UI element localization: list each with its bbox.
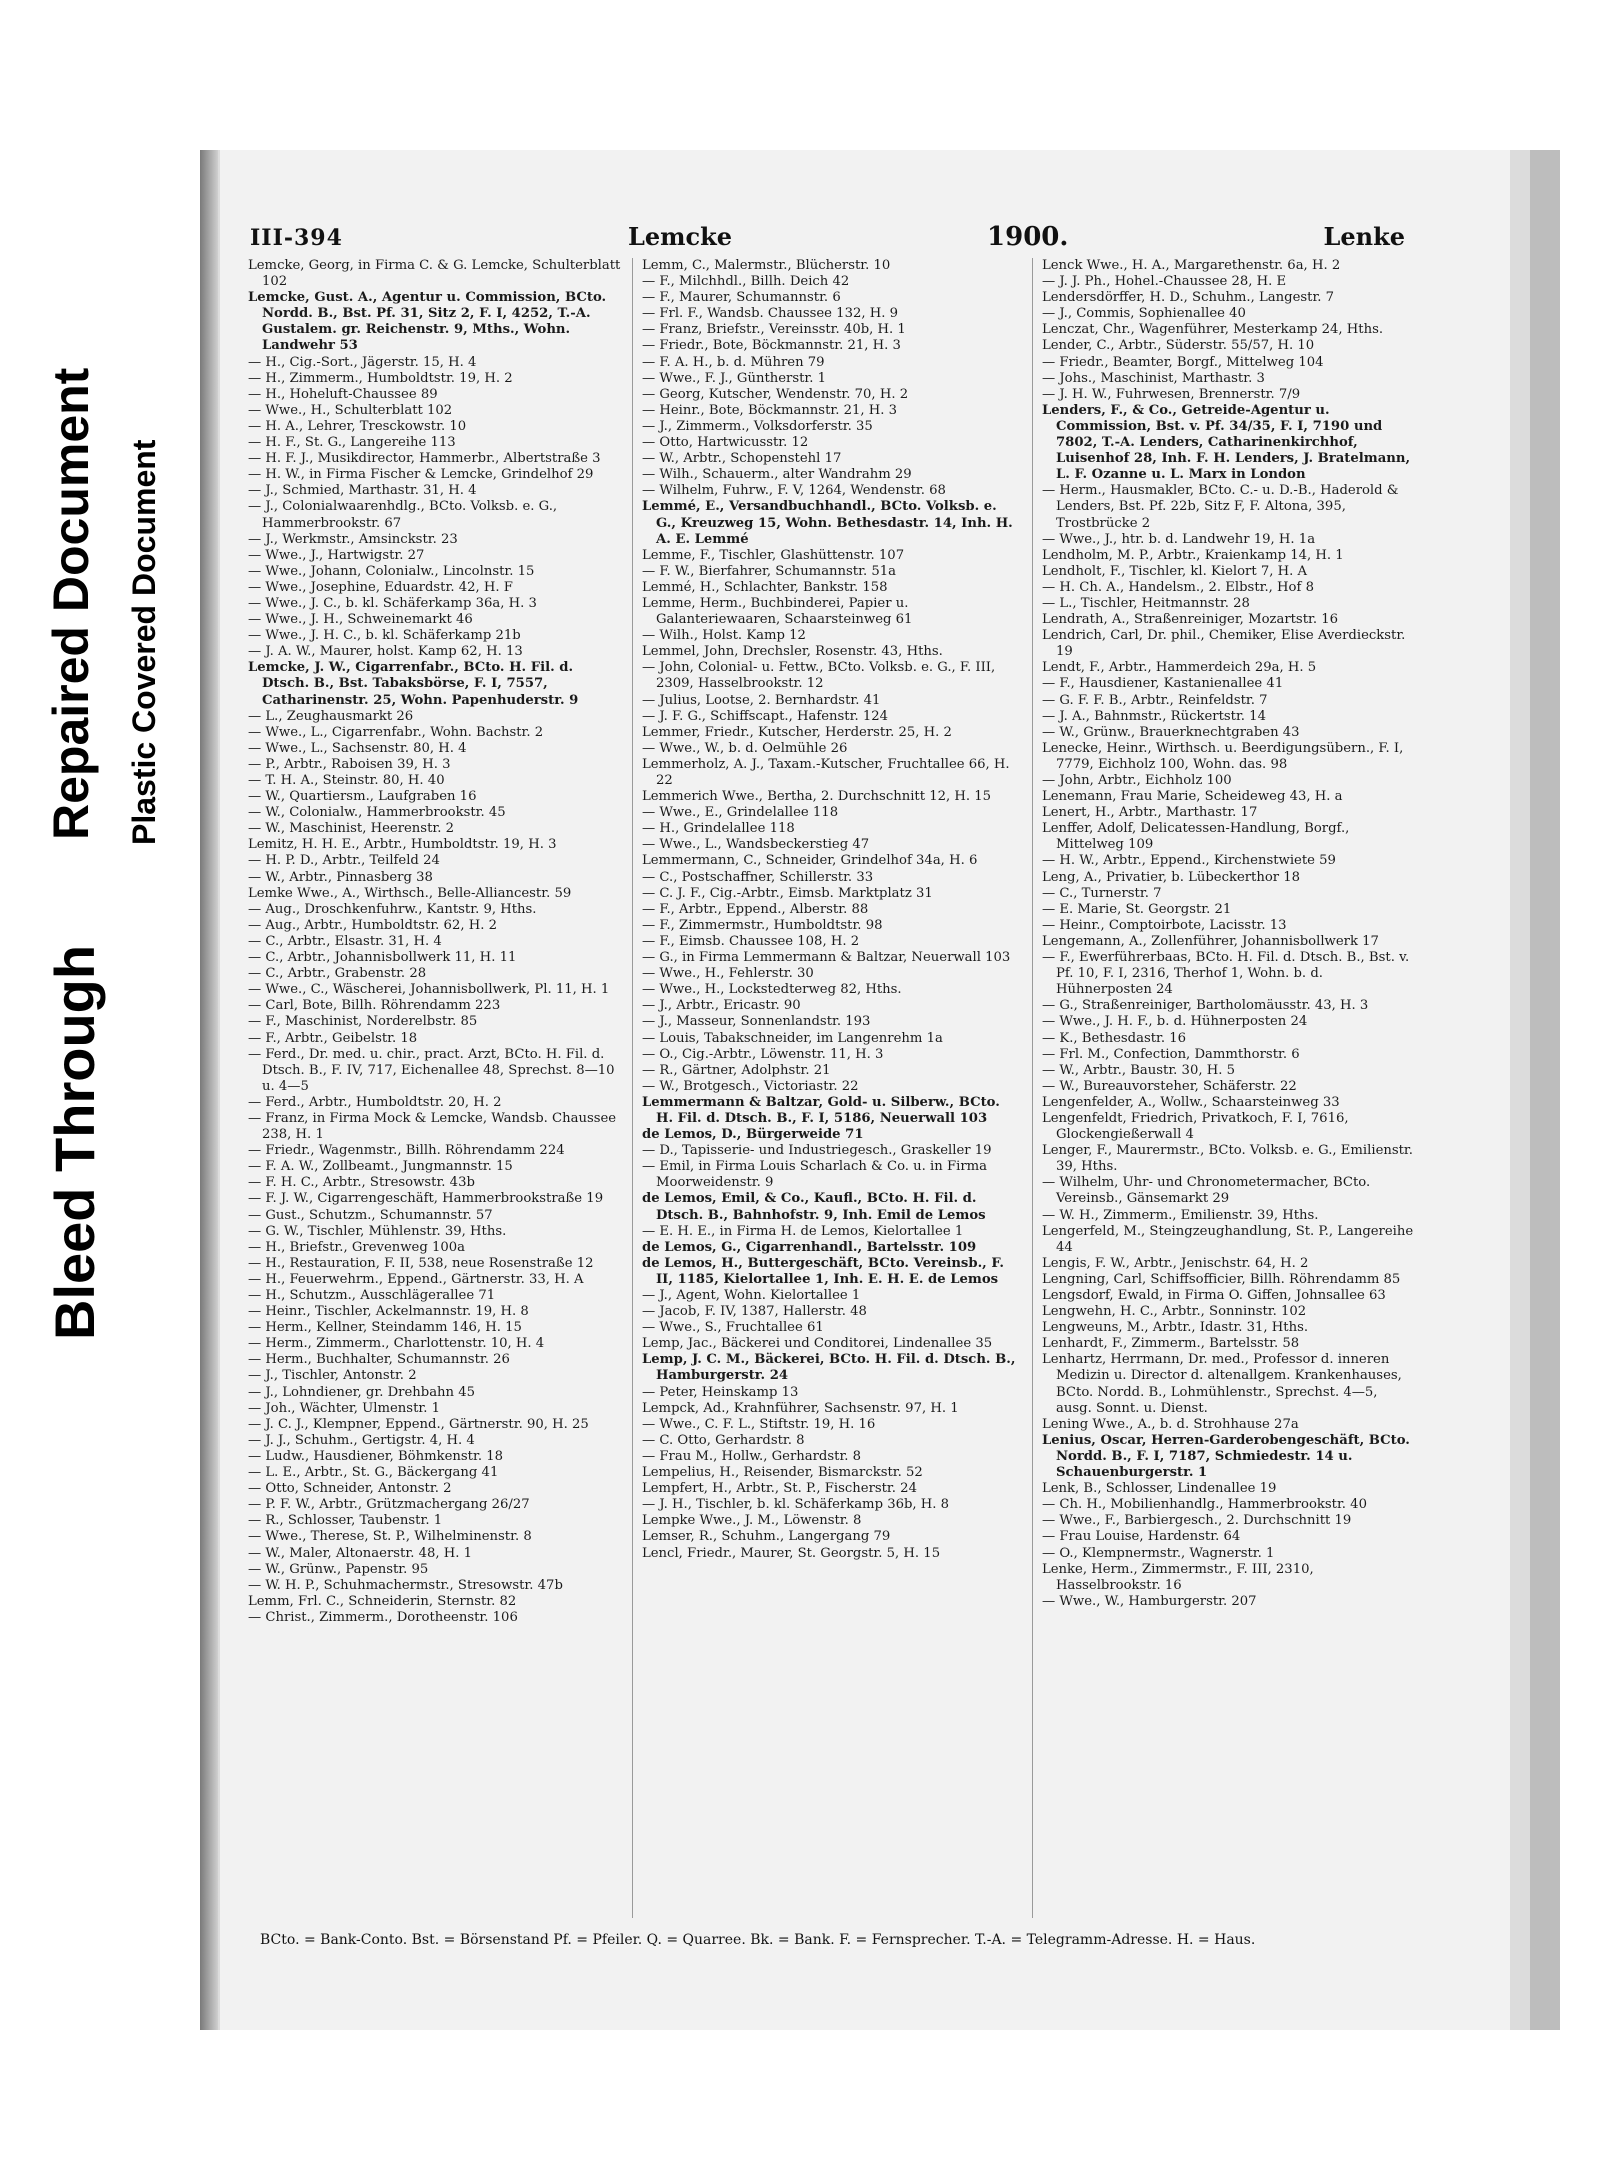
directory-entry: — L. E., Arbtr., St. G., Bäckergang 41 — [248, 1465, 499, 1481]
directory-entry: — W., Quartiersm., Laufgraben 16 — [248, 789, 477, 805]
directory-entry: Lemp, J. C. M., Bäckerei, BCto. H. Fil. d. Dtsch. B., Hamburgerstr. 24 — [642, 1352, 1016, 1384]
directory-entry: Lemme, F., Tischler, Glashüttenstr. 107 — [642, 547, 905, 563]
directory-entry: Lengenfelder, A., Wollw., Schaarsteinweg 33 — [1042, 1094, 1340, 1110]
directory-entry: — H. Ch. A., Handelsm., 2. Elbstr., Hof 8 — [1042, 579, 1314, 595]
directory-entry: — Wilhelm, Uhr- und Chronometermacher, BCto. Vereinsb., Gänsemarkt 29 — [1042, 1175, 1371, 1207]
directory-entry: — C. J. F., Cig.-Arbtr., Eimsb. Marktplatz 31 — [642, 885, 933, 901]
directory-entry: Lemcke, Gust. A., Agentur u. Commission, BCto. Nordd. B., Bst. Pf. 31, Sitz 2, F. I, 4252, T.-A. Gustalem. gr. Reichenstr. 9, Mths., Wohn. Landwehr 53 — [248, 290, 607, 354]
directory-entry: de Lemos, H., Buttergeschäft, BCto. Vereinsb., F. II, 1185, Kielortallee 1, Inh. E. H. E. de Lemos — [642, 1255, 1004, 1287]
directory-entry: — E. H. E., in Firma H. de Lemos, Kielortallee 1 — [642, 1223, 964, 1239]
directory-entry: — Wwe., Josephine, Eduardstr. 42, H. F — [248, 579, 513, 595]
directory-entry: Lemmé, H., Schlachter, Bankstr. 158 — [642, 579, 888, 595]
directory-entry: — L., Zeughausmarkt 26 — [248, 708, 414, 724]
directory-entry: Lemser, R., Schuhm., Langergang 79 — [642, 1529, 891, 1545]
directory-entry: — Franz, Briefstr., Vereinsstr. 40b, H. 1 — [642, 322, 906, 338]
directory-entry: — F. W., Bierfahrer, Schumannstr. 51a — [642, 563, 896, 579]
directory-entry: — H. F., St. G., Langereihe 113 — [248, 435, 456, 451]
directory-entry: Lendholm, M. P., Arbtr., Kraienkamp 14, H. 1 — [1042, 547, 1344, 563]
directory-entry: — F. A. H., b. d. Mühren 79 — [642, 354, 825, 370]
directory-entry: — Peter, Heinskamp 13 — [642, 1384, 799, 1400]
directory-entry: Lengis, F. W., Arbtr., Jenischstr. 64, H. 2 — [1042, 1255, 1309, 1271]
directory-entry: — Heinr., Bote, Böckmannstr. 21, H. 3 — [642, 402, 898, 418]
repaired-document-label: Repaired Document — [43, 367, 99, 840]
directory-entry: — Wwe., W., b. d. Oelmühle 26 — [642, 740, 848, 756]
directory-entry: — F. J. W., Cigarrengeschäft, Hammerbrookstraße 19 — [248, 1191, 604, 1207]
directory-entry: — C. Otto, Gerhardstr. 8 — [642, 1432, 805, 1448]
directory-entry: — W. H. P., Schuhmachermstr., Stresowstr. 47b — [248, 1577, 563, 1593]
directory-entry: — Ferd., Dr. med. u. chir., pract. Arzt, BCto. H. Fil. d. Dtsch. B., F. IV, 717, Eichenallee 48, Sprechst. 8—10 u. 4—5 — [248, 1046, 615, 1094]
directory-entry: — J., Werkmstr., Amsinckstr. 23 — [248, 531, 458, 547]
directory-entry: Lendt, F., Arbtr., Hammerdeich 29a, H. 5 — [1042, 660, 1317, 676]
directory-entry: — F., Ewerführerbaas, BCto. H. Fil. d. Dtsch. B., Bst. v. Pf. 10, F. I, 2316, Therhof 1, Wohn. b. d. Hühnerposten 24 — [1042, 950, 1410, 998]
directory-entry: — W., Colonialw., Hammerbrookstr. 45 — [248, 805, 506, 821]
directory-entry: de Lemos, G., Cigarrenhandl., Bartelsstr. 109 — [642, 1239, 977, 1255]
directory-entry: — J. H. W., Fuhrwesen, Brennerstr. 7/9 — [1042, 386, 1301, 402]
directory-entry: — Wwe., J. H., Schweinemarkt 46 — [248, 612, 473, 628]
directory-entry: — Jacob, F. IV, 1387, Hallerstr. 48 — [642, 1304, 867, 1320]
directory-entry: — J. H., Tischler, b. kl. Schäferkamp 36b, H. 8 — [642, 1497, 950, 1513]
directory-entry: — J. J. Ph., Hohel.-Chaussee 28, H. E — [1042, 274, 1287, 290]
directory-entry: de Lemos, Emil, & Co., Kaufl., BCto. H. Fil. d. Dtsch. B., Bahnhofstr. 9, Inh. Emil de Lemos — [642, 1191, 986, 1223]
directory-entry: Lenger, F., Maurermstr., BCto. Volksb. e. G., Emilienstr. 39, Hths. — [1042, 1143, 1413, 1175]
directory-entry: — F. A. W., Zollbeamt., Jungmannstr. 15 — [248, 1159, 513, 1175]
directory-entry: Lemmerich Wwe., Bertha, 2. Durchschnitt 12, H. 15 — [642, 789, 992, 805]
directory-entry: Lemme, Herm., Buchbinderei, Papier u. Galanteriewaaren, Schaarsteinweg 61 — [642, 595, 913, 628]
directory-entry: Lemcke, Georg, in Firma C. & G. Lemcke, Schulterblatt 102 — [248, 258, 621, 290]
directory-entry: — Emil, in Firma Louis Scharlach & Co. u. in Firma Moorweidenstr. 9 — [642, 1159, 987, 1191]
directory-entry: — Wwe., J. H. F., b. d. Hühnerposten 24 — [1042, 1014, 1308, 1030]
directory-entry: — J., Agent, Wohn. Kielortallee 1 — [642, 1288, 861, 1303]
directory-entry: Lenders, F., & Co., Getreide-Agentur u. Commission, Bst. v. Pf. 34/35, F. I, 7190 und 7802, T.-A. Lenders, Catharinenkirchhof, Luisenhof 28, Inh. F. H. Lenders, J. Bratelmann, L. F. Ozanne u. L. Marx in London — [1042, 402, 1411, 483]
directory-entry: Lemmel, John, Drechsler, Rosenstr. 43, Hths. — [642, 644, 943, 660]
bleed-through-label: Bleed Through — [43, 944, 106, 1340]
directory-entry: Lendersdörffer, H. D., Schuhm., Langestr. 7 — [1042, 290, 1335, 306]
directory-entry: — John, Arbtr., Eichholz 100 — [1042, 773, 1232, 788]
directory-entry: — Friedr., Bote, Böckmannstr. 21, H. 3 — [642, 338, 901, 354]
directory-entry: Lenhardt, F., Zimmerm., Bartelsstr. 58 — [1042, 1336, 1300, 1352]
directory-entry: — Wwe., L., Sachsenstr. 80, H. 4 — [248, 740, 467, 756]
directory-entry: — J., Schmied, Marthastr. 31, H. 4 — [248, 483, 477, 499]
directory-entry: — Friedr., Beamter, Borgf., Mittelweg 104 — [1042, 354, 1324, 370]
directory-entry: Lemmer, Friedr., Kutscher, Herderstr. 25, H. 2 — [642, 724, 952, 740]
directory-entry: — W., Maschinist, Heerenstr. 2 — [248, 821, 454, 837]
directory-entry: Lenhartz, Herrmann, Dr. med., Professor d. inneren Medizin u. Director d. altenallgem. Krankenhauses, BCto. Nordd. B., Lohmühlenstr., Sprechst. 4—5, ausg. Sonnt. u. Dienst. — [1042, 1352, 1402, 1416]
directory-entry: — John, Colonial- u. Fettw., BCto. Volksb. e. G., F. III, 2309, Hasselbrookstr. 12 — [642, 660, 996, 692]
directory-entry: — Gust., Schutzm., Schumannstr. 57 — [248, 1207, 493, 1223]
directory-entry: — P., Arbtr., Raboisen 39, H. 3 — [248, 756, 451, 772]
directory-entry: — F., Arbtr., Eppend., Alberstr. 88 — [642, 901, 869, 917]
directory-entry: Lempfert, H., Arbtr., St. P., Fischerstr. 24 — [642, 1481, 917, 1497]
page-header — [250, 222, 1495, 256]
directory-entry: Lencl, Friedr., Maurer, St. Georgstr. 5, H. 15 — [642, 1545, 941, 1561]
directory-entry: — K., Bethesdastr. 16 — [1042, 1030, 1187, 1046]
directory-entry: Lemp, Jac., Bäckerei und Conditorei, Lindenallee 35 — [642, 1336, 993, 1352]
abbreviation-legend: BCto. = Bank-Conto. Bst. = Börsenstand Pf. = Pfeiler. Q. = Quarree. Bk. = Bank. F. = Fernsprecher. T.-A. = Telegramm-Adresse. H. = Haus. — [260, 1932, 1256, 1948]
directory-entry: — G. F. F. B., Arbtr., Reinfeldstr. 7 — [1042, 692, 1268, 708]
directory-entry: — E. Marie, St. Georgstr. 21 — [1042, 901, 1232, 917]
directory-entry: — H., Feuerwehrm., Eppend., Gärtnerstr. 33, H. A — [248, 1271, 584, 1287]
directory-entry: — Joh., Wächter, Ulmenstr. 1 — [248, 1400, 440, 1416]
directory-entry: — Friedr., Wagenmstr., Billh. Röhrendamm 224 — [248, 1143, 565, 1159]
directory-entry: Lenffer, Adolf, Delicatessen-Handlung, Borgf., Mittelweg 109 — [1042, 821, 1350, 853]
directory-entry: — J. A. W., Maurer, holst. Kamp 62, H. 13 — [248, 644, 523, 660]
directory-entry: — W., Arbtr., Schopenstehl 17 — [642, 451, 842, 467]
directory-entry: — H., Cig.-Sort., Jägerstr. 15, H. 4 — [248, 354, 477, 370]
directory-entry: — Wwe., C. F. L., Stiftstr. 19, H. 16 — [642, 1416, 876, 1432]
directory-entry: — F., Zimmermstr., Humboldtstr. 98 — [642, 917, 883, 933]
directory-entry: — J., Colonialwaarenhdlg., BCto. Volksb. e. G., Hammerbrookstr. 67 — [248, 499, 558, 531]
page-number: III-394 — [250, 225, 343, 251]
directory-entry: Leng, A., Privatier, b. Lübeckerthor 18 — [1042, 869, 1301, 885]
directory-entry: — H. W., in Firma Fischer & Lemcke, Grindelhof 29 — [248, 467, 594, 483]
directory-entry: Lengweuns, M., Arbtr., Idastr. 31, Hths. — [1042, 1320, 1309, 1336]
directory-entry: — H., Hoheluft-Chaussee 89 — [248, 386, 438, 402]
directory-entry: Lenczat, Chr., Wagenführer, Mesterkamp 24, Hths. — [1042, 322, 1384, 338]
directory-entry: — Franz, in Firma Mock & Lemcke, Wandsb. Chaussee 238, H. 1 — [248, 1110, 617, 1143]
directory-entry: Lengerfeld, M., Steingzeughandlung, St. P., Langereihe 44 — [1042, 1223, 1414, 1255]
directory-column-2 — [642, 258, 1016, 1918]
directory-entry: — C., Arbtr., Grabenstr. 28 — [248, 966, 427, 982]
directory-entry: — F., Arbtr., Geibelstr. 18 — [248, 1030, 418, 1046]
directory-entry: — F., Maschinist, Norderelbstr. 85 — [248, 1014, 478, 1030]
directory-entry: — Wwe., J. H. C., b. kl. Schäferkamp 21b — [248, 628, 521, 644]
directory-entry: — Wwe., J., htr. b. d. Landwehr 19, H. 1a — [1042, 531, 1316, 547]
directory-entry: — R., Gärtner, Adolphstr. 21 — [642, 1062, 831, 1078]
directory-entry: — C., Postschaffner, Schillerstr. 33 — [642, 869, 874, 885]
directory-entry: — Frau Louise, Hardenstr. 64 — [1042, 1529, 1241, 1545]
directory-entry: — Wilh., Schauerm., alter Wandrahm 29 — [642, 467, 912, 483]
directory-entry: Lenke, Herm., Zimmermstr., F. III, 2310, Hasselbrookstr. 16 — [1042, 1561, 1314, 1593]
directory-entry: — Frl. F., Wandsb. Chaussee 132, H. 9 — [642, 306, 899, 322]
directory-entry: — Herm., Buchhalter, Schumannstr. 26 — [248, 1352, 510, 1368]
directory-entry: Lenemann, Frau Marie, Scheideweg 43, H. a — [1042, 789, 1343, 805]
directory-entry: — Wwe., L., Wandsbeckerstieg 47 — [642, 837, 870, 853]
directory-entry: Lemmermann, C., Schneider, Grindelhof 34a, H. 6 — [642, 853, 978, 869]
directory-entry: — D., Tapisserie- und Industriegesch., Graskeller 19 — [642, 1143, 992, 1159]
directory-entry: — Wwe., F. J., Güntherstr. 1 — [642, 370, 827, 386]
directory-entry: — H., Schutzm., Ausschlägerallee 71 — [248, 1288, 496, 1303]
directory-entry: — Otto, Hartwicusstr. 12 — [642, 435, 809, 451]
directory-entry: — W., Bureauvorsteher, Schäferstr. 22 — [1042, 1078, 1297, 1094]
directory-entry: — Wwe., W., Hamburgerstr. 207 — [1042, 1593, 1257, 1609]
directory-entry: — W., Arbtr., Baustr. 30, H. 5 — [1042, 1062, 1235, 1078]
directory-entry: — F., Eimsb. Chaussee 108, H. 2 — [642, 933, 860, 949]
directory-entry: Lemcke, J. W., Cigarrenfabr., BCto. H. Fil. d. Dtsch. B., Bst. Tabaksbörse, F. I, 7557, Catharinenstr. 25, Wohn. Papenhuderstr. 9 — [248, 660, 579, 708]
directory-entry: — Carl, Bote, Billh. Röhrendamm 223 — [248, 998, 501, 1014]
directory-entry: — F. H. C., Arbtr., Stresowstr. 43b — [248, 1175, 475, 1191]
directory-entry: — Frl. M., Confection, Dammthorstr. 6 — [1042, 1046, 1300, 1062]
directory-entry: — W., Arbtr., Pinnasberg 38 — [248, 869, 433, 885]
directory-entry: — H., Restauration, F. II, 538, neue Rosenstraße 12 — [248, 1255, 594, 1271]
directory-entry: — Frau M., Hollw., Gerhardstr. 8 — [642, 1448, 862, 1464]
directory-entry: — J., Commis, Sophienallee 40 — [1042, 306, 1246, 322]
directory-entry: — J. J., Schuhm., Gertigstr. 4, H. 4 — [248, 1432, 475, 1448]
directory-entry: — Wilh., Holst. Kamp 12 — [642, 628, 806, 644]
directory-entry: Lengenfeldt, Friedrich, Privatkoch, F. I, 7616, Glockengießerwall 4 — [1042, 1110, 1349, 1143]
page-year: 1900. — [987, 222, 1069, 252]
directory-entry: — Aug., Droschkenfuhrw., Kantstr. 9, Hths. — [248, 901, 537, 917]
plastic-covered-label: Plastic Covered Document — [126, 439, 162, 845]
directory-entry: — Wwe., L., Cigarrenfabr., Wohn. Bachstr. 2 — [248, 724, 544, 740]
directory-entry: — Georg, Kutscher, Wendenstr. 70, H. 2 — [642, 386, 909, 402]
directory-entry: — Herm., Zimmerm., Charlottenstr. 10, H. 4 — [248, 1336, 545, 1352]
directory-entry: — G. W., Tischler, Mühlenstr. 39, Hths. — [248, 1223, 507, 1239]
directory-entry: — H. P. D., Arbtr., Teilfeld 24 — [248, 853, 440, 869]
directory-entry: — H., Zimmerm., Humboldtstr. 19, H. 2 — [248, 370, 513, 386]
page-backing-strip — [1530, 150, 1560, 2030]
directory-entry: — J. A., Bahnmstr., Rückertstr. 14 — [1042, 708, 1266, 724]
column-divider — [1032, 258, 1033, 1918]
directory-entry: Lenk, B., Schlosser, Lindenallee 19 — [1042, 1481, 1277, 1497]
directory-entry: — W. H., Zimmerm., Emilienstr. 39, Hths. — [1042, 1207, 1319, 1223]
directory-entry: Lenius, Oscar, Herren-Garderobengeschäft, BCto. Nordd. B., F. I, 7187, Schmiedestr. 14 u. Schauenburgerstr. 1 — [1042, 1432, 1410, 1481]
directory-entry: Lemm, C., Malermstr., Blücherstr. 10 — [642, 258, 891, 273]
directory-entry: — J., Lohndiener, gr. Drehbahn 45 — [248, 1384, 476, 1400]
directory-entry: — O., Klempnermstr., Wagnerstr. 1 — [1042, 1545, 1275, 1561]
directory-entry: Lemmermann & Baltzar, Gold- u. Silberw., BCto. H. Fil. d. Dtsch. B., F. I, 5186, Neuerwall 103 — [642, 1094, 1000, 1126]
directory-entry: — H. A., Lehrer, Tresckowstr. 10 — [248, 418, 467, 434]
directory-entry: — W., Maler, Altonaerstr. 48, H. 1 — [248, 1545, 473, 1561]
directory-entry: — H., Briefstr., Grevenweg 100a — [248, 1239, 465, 1255]
directory-entry: — Wwe., H., Lockstedterweg 82, Hths. — [642, 982, 902, 998]
directory-entry: — P. F. W., Arbtr., Grützmachergang 26/27 — [248, 1497, 530, 1513]
directory-entry: — Ludw., Hausdiener, Böhmkenstr. 18 — [248, 1448, 503, 1464]
directory-entry: — Wilhelm, Fuhrw., F. V, 1264, Wendenstr. 68 — [642, 483, 946, 499]
directory-entry: Lengemann, A., Zollenführer, Johannisbollwerk 17 — [1042, 933, 1379, 949]
directory-entry: — Wwe., F., Barbiergesch., 2. Durchschnitt 19 — [1042, 1513, 1352, 1529]
directory-entry: — W., Grünw., Brauerknechtgraben 43 — [1042, 724, 1300, 740]
directory-entry: — Herm., Kellner, Steindamm 146, H. 15 — [248, 1320, 522, 1336]
directory-entry: — Wwe., S., Fruchtallee 61 — [642, 1320, 824, 1336]
directory-entry: — L., Tischler, Heitmannstr. 28 — [1042, 595, 1250, 611]
directory-entry: Lemmerholz, A. J., Taxam.-Kutscher, Fruchtallee 66, H. 22 — [642, 756, 1010, 788]
directory-column-3 — [1042, 258, 1416, 1918]
directory-entry: — F., Milchhdl., Billh. Deich 42 — [642, 274, 850, 290]
directory-entry: — Louis, Tabakschneider, im Langenrehm 1a — [642, 1030, 943, 1046]
directory-entry: — H., Grindelallee 118 — [642, 821, 795, 837]
directory-entry: — Wwe., J., Hartwigstr. 27 — [248, 547, 425, 563]
directory-entry: — Aug., Arbtr., Humboldtstr. 62, H. 2 — [248, 917, 497, 933]
directory-entry: — Christ., Zimmerm., Dorotheenstr. 106 — [248, 1609, 518, 1625]
directory-entry: — O., Cig.-Arbtr., Löwenstr. 11, H. 3 — [642, 1046, 884, 1062]
directory-entry: Lenck Wwe., H. A., Margarethenstr. 6a, H. 2 — [1042, 258, 1341, 273]
directory-entry: — Johs., Maschinist, Marthastr. 3 — [1042, 370, 1265, 386]
directory-entry: — Wwe., J. C., b. kl. Schäferkamp 36a, H. 3 — [248, 595, 537, 611]
directory-entry: de Lemos, D., Bürgerweide 71 — [642, 1127, 864, 1143]
left-keyword: Lemcke — [627, 222, 733, 251]
directory-entry: — J., Tischler, Antonstr. 2 — [248, 1368, 417, 1384]
directory-entry: — Heinr., Tischler, Ackelmannstr. 19, H. 8 — [248, 1304, 529, 1320]
directory-entry: — F., Maurer, Schumannstr. 6 — [642, 290, 841, 306]
directory-entry: — G., Straßenreiniger, Bartholomäusstr. 43, H. 3 — [1042, 998, 1369, 1014]
directory-entry: — Heinr., Comptoirbote, Lacisstr. 13 — [1042, 917, 1287, 933]
sidebar-labels — [0, 0, 180, 2177]
directory-entry: Lenert, H., Arbtr., Marthastr. 17 — [1042, 805, 1258, 821]
directory-entry: Lempck, Ad., Krahnführer, Sachsenstr. 97, H. 1 — [642, 1400, 959, 1416]
directory-entry: — W., Brotgesch., Victoriastr. 22 — [642, 1078, 859, 1094]
directory-entry: — C., Arbtr., Johannisbollwerk 11, H. 11 — [248, 950, 517, 966]
directory-entry: — Wwe., Therese, St. P., Wilhelminenstr. 8 — [248, 1529, 532, 1545]
directory-sheet — [220, 150, 1510, 2030]
directory-entry: — J. C. J., Klempner, Eppend., Gärtnerstr. 90, H. 25 — [248, 1416, 589, 1432]
directory-entry: — Ferd., Arbtr., Humboldtstr. 20, H. 2 — [248, 1094, 502, 1110]
directory-entry: — Wwe., H., Schulterblatt 102 — [248, 402, 453, 418]
directory-entry: — J., Zimmerm., Volksdorferstr. 35 — [642, 418, 873, 434]
page-binding-edge — [200, 150, 218, 2030]
directory-entry: Lenecke, Heinr., Wirthsch. u. Beerdigungsübern., F. I, 7779, Eichholz 100, Wohn. das. 98 — [1042, 740, 1404, 772]
directory-entry: Lemm, Frl. C., Schneiderin, Sternstr. 82 — [248, 1593, 517, 1609]
directory-entry: — Herm., Hausmakler, BCto. C.- u. D.-B., Haderold & Lenders, Bst. Pf. 22b, Sitz F, F. Altona, 395, Trostbrücke 2 — [1042, 483, 1399, 531]
directory-entry: — Otto, Schneider, Antonstr. 2 — [248, 1481, 452, 1497]
directory-entry: Lengning, Carl, Schiffsofficier, Billh. Röhrendamm 85 — [1042, 1271, 1401, 1287]
directory-entry: — T. H. A., Steinstr. 80, H. 40 — [248, 773, 445, 788]
directory-entry: Lender, C., Arbtr., Süderstr. 55/57, H. 10 — [1042, 338, 1315, 354]
directory-entry: — H. W., Arbtr., Eppend., Kirchenstwiete 59 — [1042, 853, 1336, 869]
directory-entry: Lempelius, H., Reisender, Bismarckstr. 52 — [642, 1465, 923, 1481]
directory-entry: Lendrich, Carl, Dr. phil., Chemiker, Elise Averdieckstr. 19 — [1042, 628, 1406, 660]
directory-entry: Lemitz, H. H. E., Arbtr., Humboldtstr. 19, H. 3 — [248, 837, 557, 853]
directory-entry: — C., Turnerstr. 7 — [1042, 885, 1162, 901]
directory-entry: — Wwe., E., Grindelallee 118 — [642, 805, 839, 821]
directory-entry: — Wwe., C., Wäscherei, Johannisbollwerk, Pl. 11, H. 1 — [248, 982, 610, 998]
directory-entry: Lengsdorf, Ewald, in Firma O. Giffen, Johnsallee 63 — [1042, 1288, 1386, 1303]
directory-entry: — F., Hausdiener, Kastanienallee 41 — [1042, 676, 1284, 692]
right-keyword: Lenke — [1323, 222, 1405, 251]
directory-entry: — J., Masseur, Sonnenlandstr. 193 — [642, 1014, 871, 1030]
directory-entry: — Ch. H., Mobilienhandlg., Hammerbrookstr. 40 — [1042, 1497, 1367, 1513]
directory-entry: — W., Grünw., Papenstr. 95 — [248, 1561, 429, 1577]
scanned-page — [200, 150, 1560, 2030]
column-divider — [632, 258, 633, 1918]
directory-entry: — R., Schlosser, Taubenstr. 1 — [248, 1513, 443, 1529]
directory-entry: Lening Wwe., A., b. d. Strohhause 27a — [1042, 1416, 1299, 1432]
directory-entry: Lemmé, E., Versandbuchhandl., BCto. Volksb. e. G., Kreuzweg 15, Wohn. Bethesdastr. 14, Inh. H. A. E. Lemmé — [642, 499, 1013, 547]
directory-entry: — Wwe., H., Fehlerstr. 30 — [642, 966, 814, 982]
directory-entry: — Julius, Lootse, 2. Bernhardstr. 41 — [642, 692, 881, 708]
directory-column-1 — [248, 258, 622, 1918]
directory-entry: — G., in Firma Lemmermann & Baltzar, Neuerwall 103 — [642, 950, 1011, 966]
directory-entry: — Wwe., Johann, Colonialw., Lincolnstr. 15 — [248, 563, 535, 579]
directory-entry: — H. F. J., Musikdirector, Hammerbr., Albertstraße 3 — [248, 451, 601, 467]
directory-entry: Lendrath, A., Straßenreiniger, Mozartstr. 16 — [1042, 612, 1339, 628]
directory-entry: — J., Arbtr., Ericastr. 90 — [642, 998, 801, 1014]
directory-entry: — J. F. G., Schiffscapt., Hafenstr. 124 — [642, 708, 888, 724]
directory-entry: Lempke Wwe., J. M., Löwenstr. 8 — [642, 1513, 862, 1529]
directory-entry: Lendholt, F., Tischler, kl. Kielort 7, H. A — [1042, 563, 1308, 579]
directory-entry: Lemke Wwe., A., Wirthsch., Belle-Alliancestr. 59 — [248, 885, 572, 901]
directory-entry: Lengwehn, H. C., Arbtr., Sonninstr. 102 — [1042, 1304, 1307, 1320]
directory-entry: — C., Arbtr., Elsastr. 31, H. 4 — [248, 933, 442, 949]
